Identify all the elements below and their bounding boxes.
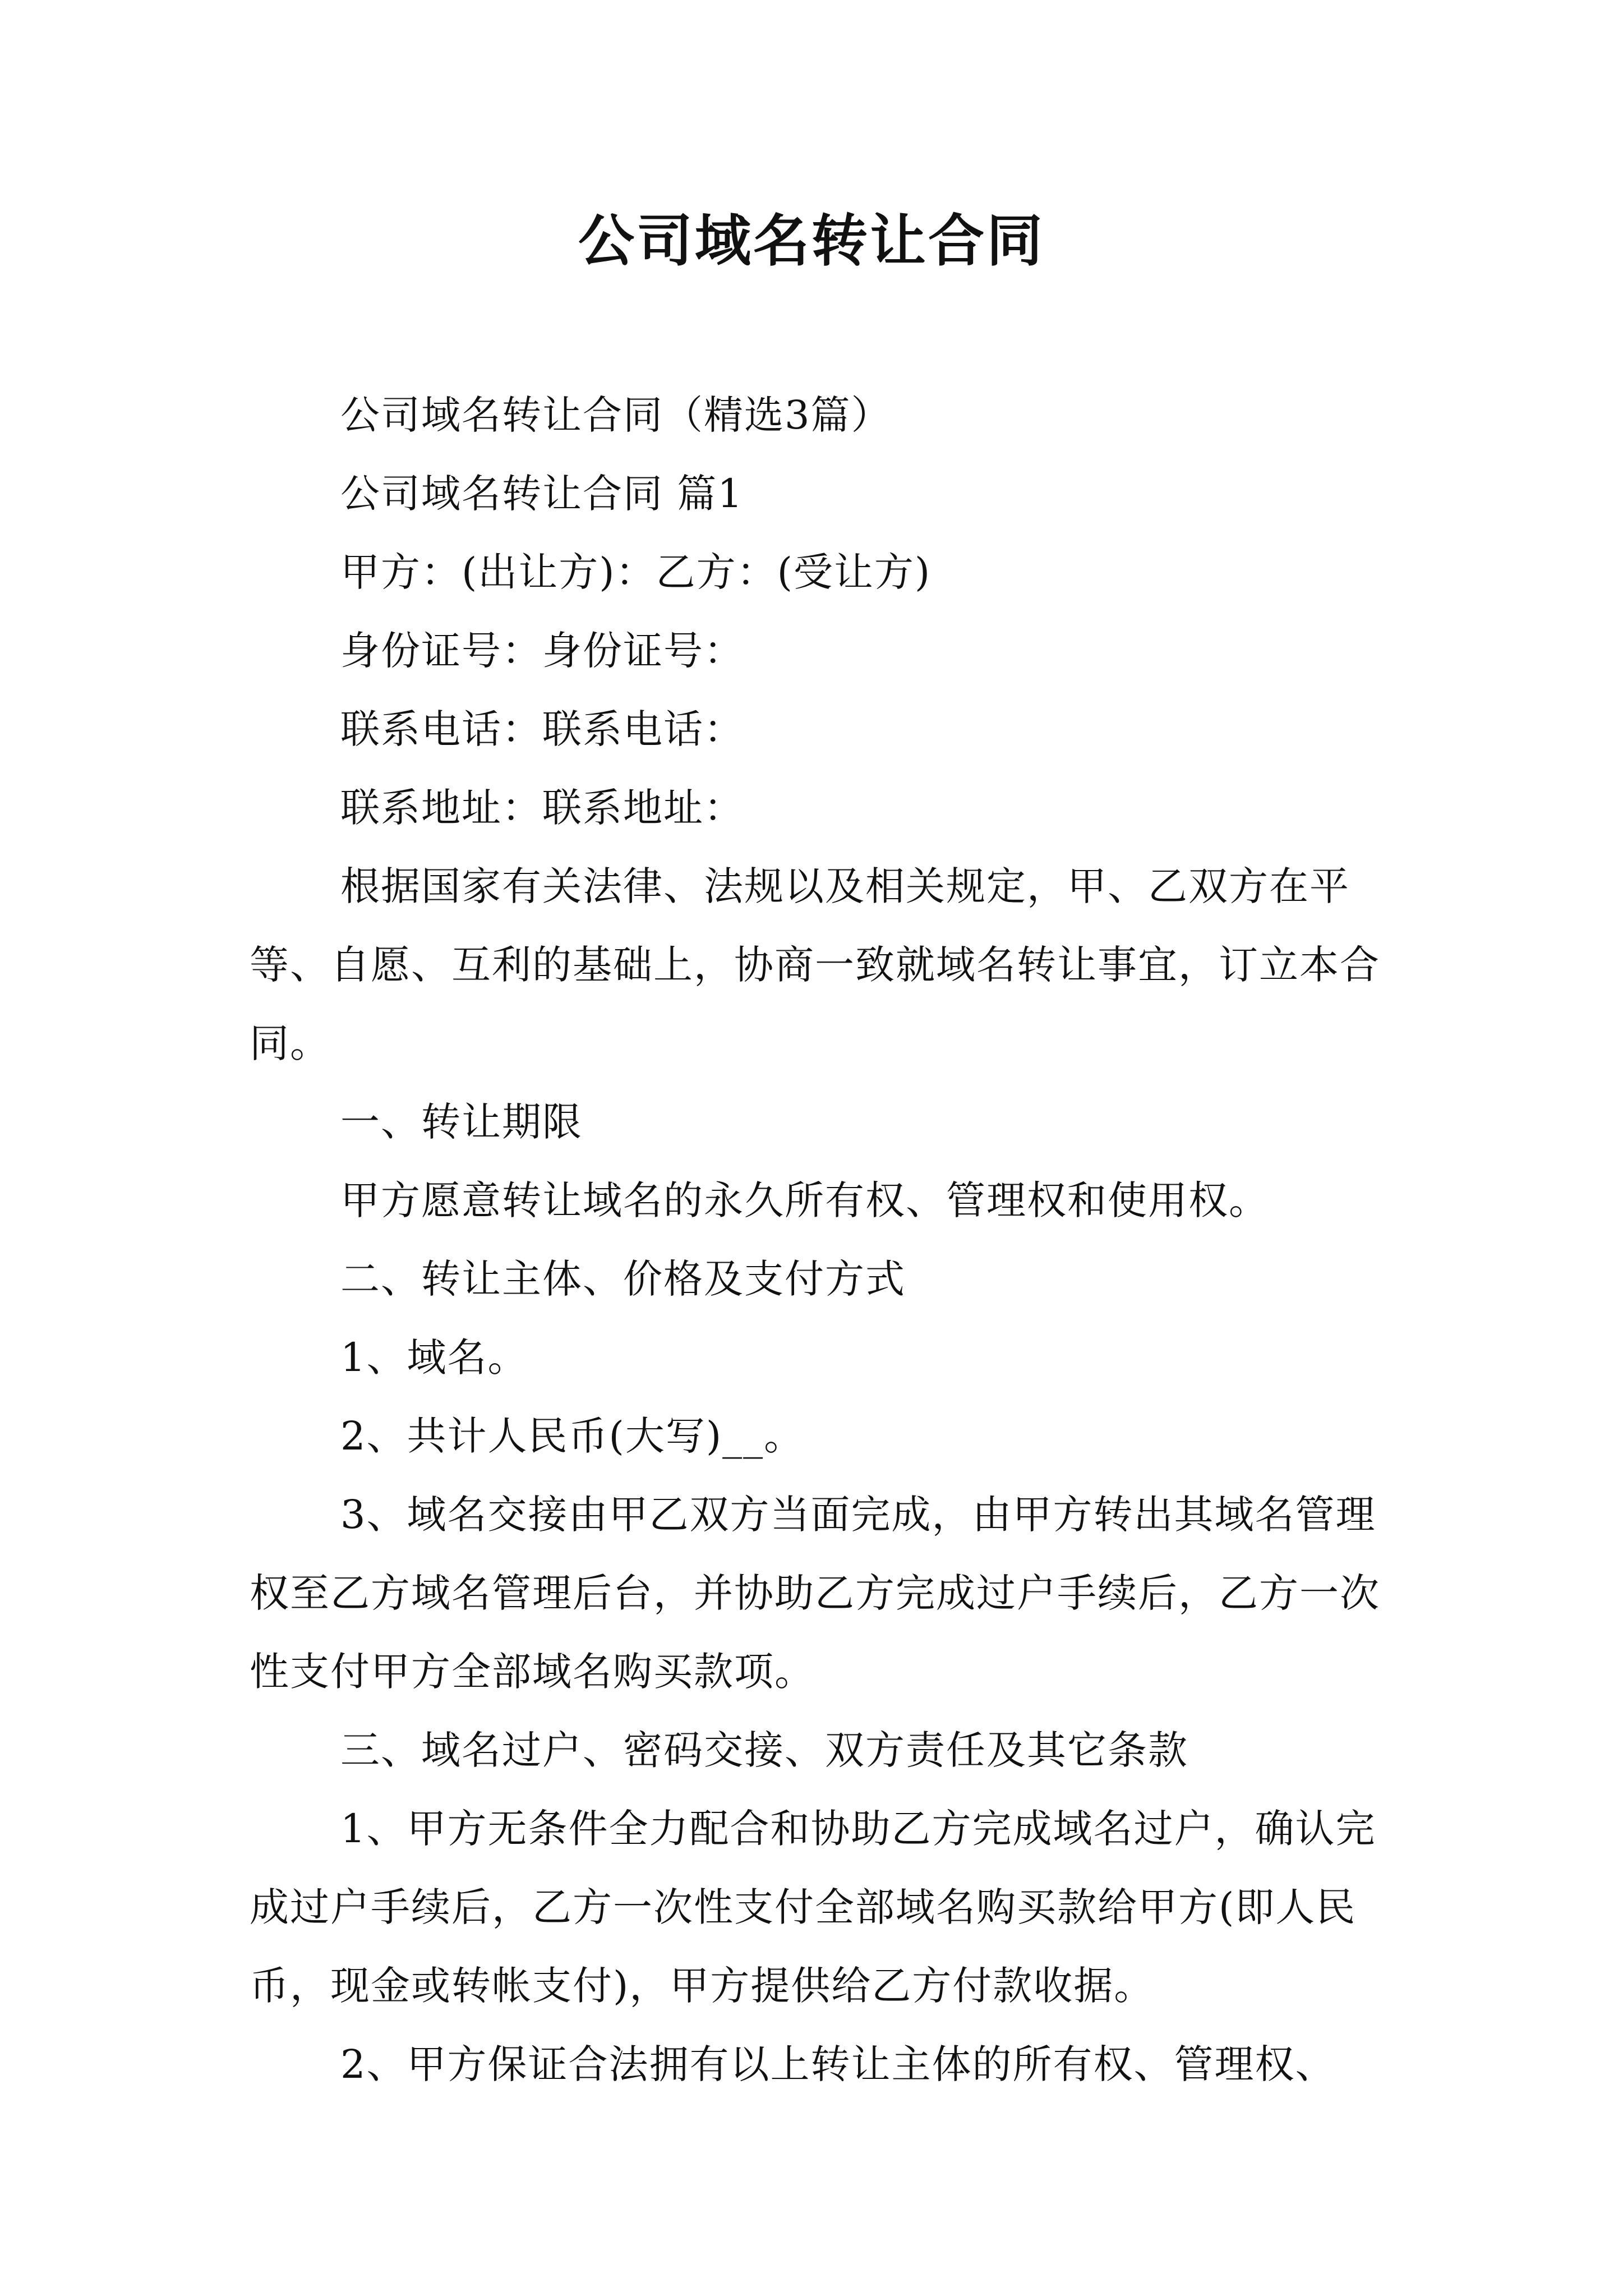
section-heading: 三、域名过户、密码交接、双方责任及其它条款	[340, 1727, 1188, 1773]
document-body	[250, 376, 1394, 2104]
section-heading: 一、转让期限	[340, 1099, 583, 1145]
paragraph: 公司域名转让合同 篇1	[340, 471, 744, 517]
list-item: 1、甲方无条件全力配合和协助乙方完成域名过户，确认完成过户手续后，乙方一次性支付全部域名购买款给甲方(即人民币，现金或转帐支付)，甲方提供给乙方付款收据。	[250, 1806, 1376, 2009]
paragraph: 公司域名转让合同（精选3篇）	[340, 392, 892, 438]
list-item: 3、域名交接由甲乙双方当面完成，由甲方转出其域名管理权至乙方域名管理后台，并协助乙方完成过户手续后，乙方一次性支付甲方全部域名购买款项。	[250, 1492, 1380, 1695]
paragraph: 甲方：(出让方)：乙方：(受让方)	[340, 549, 932, 595]
section-heading: 二、转让主体、价格及支付方式	[340, 1256, 906, 1302]
list-item: 2、甲方保证合法拥有以上转让主体的所有权、管理权、	[340, 2041, 1336, 2087]
paragraph: 根据国家有关法律、法规以及相关规定，甲、乙双方在平等、自愿、互利的基础上，协商一致就域名转让事宜，订立本合同。	[250, 863, 1380, 1066]
list-item: 1、域名。	[340, 1335, 528, 1381]
document-title: 公司域名转让合同	[578, 208, 1045, 274]
paragraph: 联系地址：联系地址：	[340, 785, 744, 831]
paragraph: 联系电话：联系电话：	[340, 706, 744, 752]
list-item: 2、共计人民币(大写)__。	[340, 1413, 805, 1459]
paragraph: 身份证号：身份证号：	[340, 628, 744, 674]
paragraph: 甲方愿意转让域名的永久所有权、管理权和使用权。	[340, 1177, 1269, 1223]
